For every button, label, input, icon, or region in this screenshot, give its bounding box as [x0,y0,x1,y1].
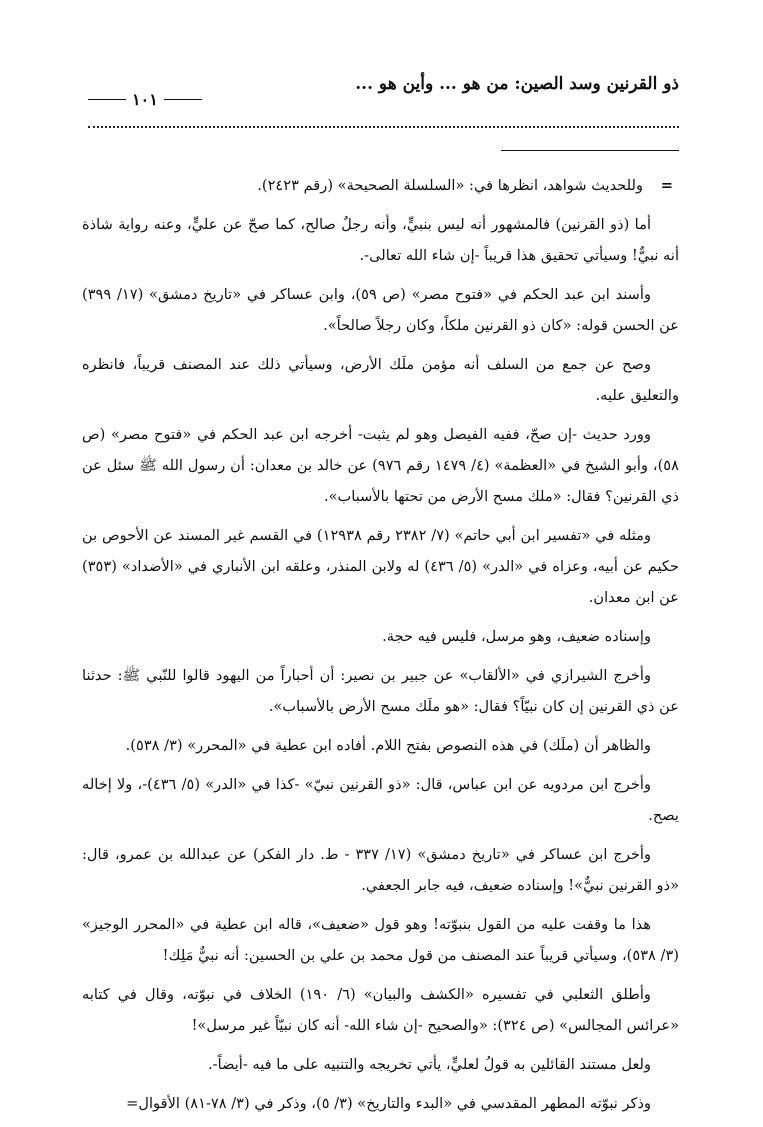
paragraph: والظاهر أن (ملَك) في هذه النصوص بفتح اللام. أفاده ابن عطية في «المحرر» (٣/ ٥٣٨). [125,737,651,754]
paragraph: ومثله في «تفسير ابن أبي حاتم» (٧/ ٢٣٨٢ رقم ١٢٩٣٨) في القسم غير المسند عن الأحوص بن حكيم عن أبيه، وعزاه في «الدر» (٥/ ٤٣٦) له ولابن المنذر، وعلقه ابن الأنباري في «الأضداد» (٣٥٣) عن ابن معدان. [82,527,679,606]
paragraph: وأخرج ابن مردويه عن ابن عباس، قال: «ذو القرنين نبيّ» -كذا في «الدر» (٥/ ٤٣٦)-، ولا إخاله يصح. [82,776,679,824]
dotted-separator [88,126,679,128]
paragraph: ولعل مستند القائلين به قولُ لعليٍّ، يأتي تخريجه والتنبيه على ما فيه -أيضاً-. [208,1056,651,1073]
footnote-separator [501,150,679,151]
paragraph [82,170,679,201]
continuation-mark: = [660,177,673,194]
page-number-rule-left [88,99,126,100]
paragraph: هذا ما وقفت عليه من القول بنبوّته! وهو قول «ضعيف»، قاله ابن عطية في «المحرر الوجيز» (٣/ ٥٣٨)، وسيأتي قريباً عند المصنف من قول محمد بن علي بن الحسين: أنه نبيٌّ مَلِك! [82,916,679,964]
paragraph: وصح عن جمع من السلف أنه مؤمن ملَك الأرض، وسيأتي ذلك عند المصنف قريباً، فانظره والتعليق عليه. [82,356,679,404]
running-header [88,68,679,108]
page-number-block [88,90,202,109]
paragraph: وأسند ابن عبد الحكم في «فتوح مصر» (ص ٥٩)، وابن عساكر في «تاريخ دمشق» (١٧/ ٣٩٩) عن الحسن قوله: «كان ذو القرنين ملكاً، وكان رجلاً صالحاً». [82,286,679,334]
paragraph: وإسناده ضعيف، وهو مرسل، فليس فيه حجة. [382,628,651,645]
running-header-title: ذو القرنين وسد الصين: من هو ... وأين هو ... [355,74,679,94]
footnote-body [82,170,679,1127]
paragraph: وذكر نبوّته المطهر المقدسي في «البدء والتاريخ» (٣/ ٥)، وذكر في (٣/ ٧٨-٨١) الأقوال= [126,1095,651,1112]
paragraph: أما (ذو القرنين) فالمشهور أنه ليس بنبيٍّ، وأنه رجلٌ صالح، كما صحّ عن عليٍّ، وعنه رواية شاذة أنه نبيٌّ! وسيأتي تحقيق هذا قريباً -إن شاء الله تعالى-. [82,216,679,264]
paragraph: وأخرج الشيرازي في «الألقاب» عن جبير بن نصير: أن أحباراً من اليهود قالوا للنّبي ﷺ: حدثنا عن ذي القرنين إن كان نبيّاً؟ فقال: «هو ملَك مسح الأرض بالأسباب». [82,667,679,715]
paragraph: وأخرج ابن عساكر في «تاريخ دمشق» (١٧/ ٣٣٧ - ط. دار الفكر) عن عبدالله بن عمرو، قال: «ذو القرنين نبيٌّ»! وإسناده ضعيف، فيه جابر الجعفي. [82,846,679,894]
page-number-rule-right [164,99,202,100]
paragraph: وورد حديث -إن صحّ، ففيه الفيصل وهو لم يثبت- أخرجه ابن عبد الحكم في «فتوح مصر» (ص ٥٨)، وأبو الشيخ في «العظمة» (٤/ ١٤٧٩ رقم ٩٧٦) عن خالد بن معدان: أن رسول الله ﷺ سئل عن ذي القرنين؟ فقال: «ملك مسح الأرض من تحتها بالأسباب». [82,426,679,505]
paragraph: وأطلق الثعلبي في تفسيره «الكشف والبيان» (٦/ ١٩٠) الخلاف في نبوّته، وقال في كتابه «عرائس المجالس» (ص ٣٢٤): «والصحيح -إن شاء الله- أنه كان نبيّاً غير مرسل»! [82,986,679,1034]
paragraph-text: وللحديث شواهد، انظرها في: «السلسلة الصحيحة» (رقم ٢٤٢٣). [257,177,643,194]
page-number: ١٠١ [132,90,158,109]
